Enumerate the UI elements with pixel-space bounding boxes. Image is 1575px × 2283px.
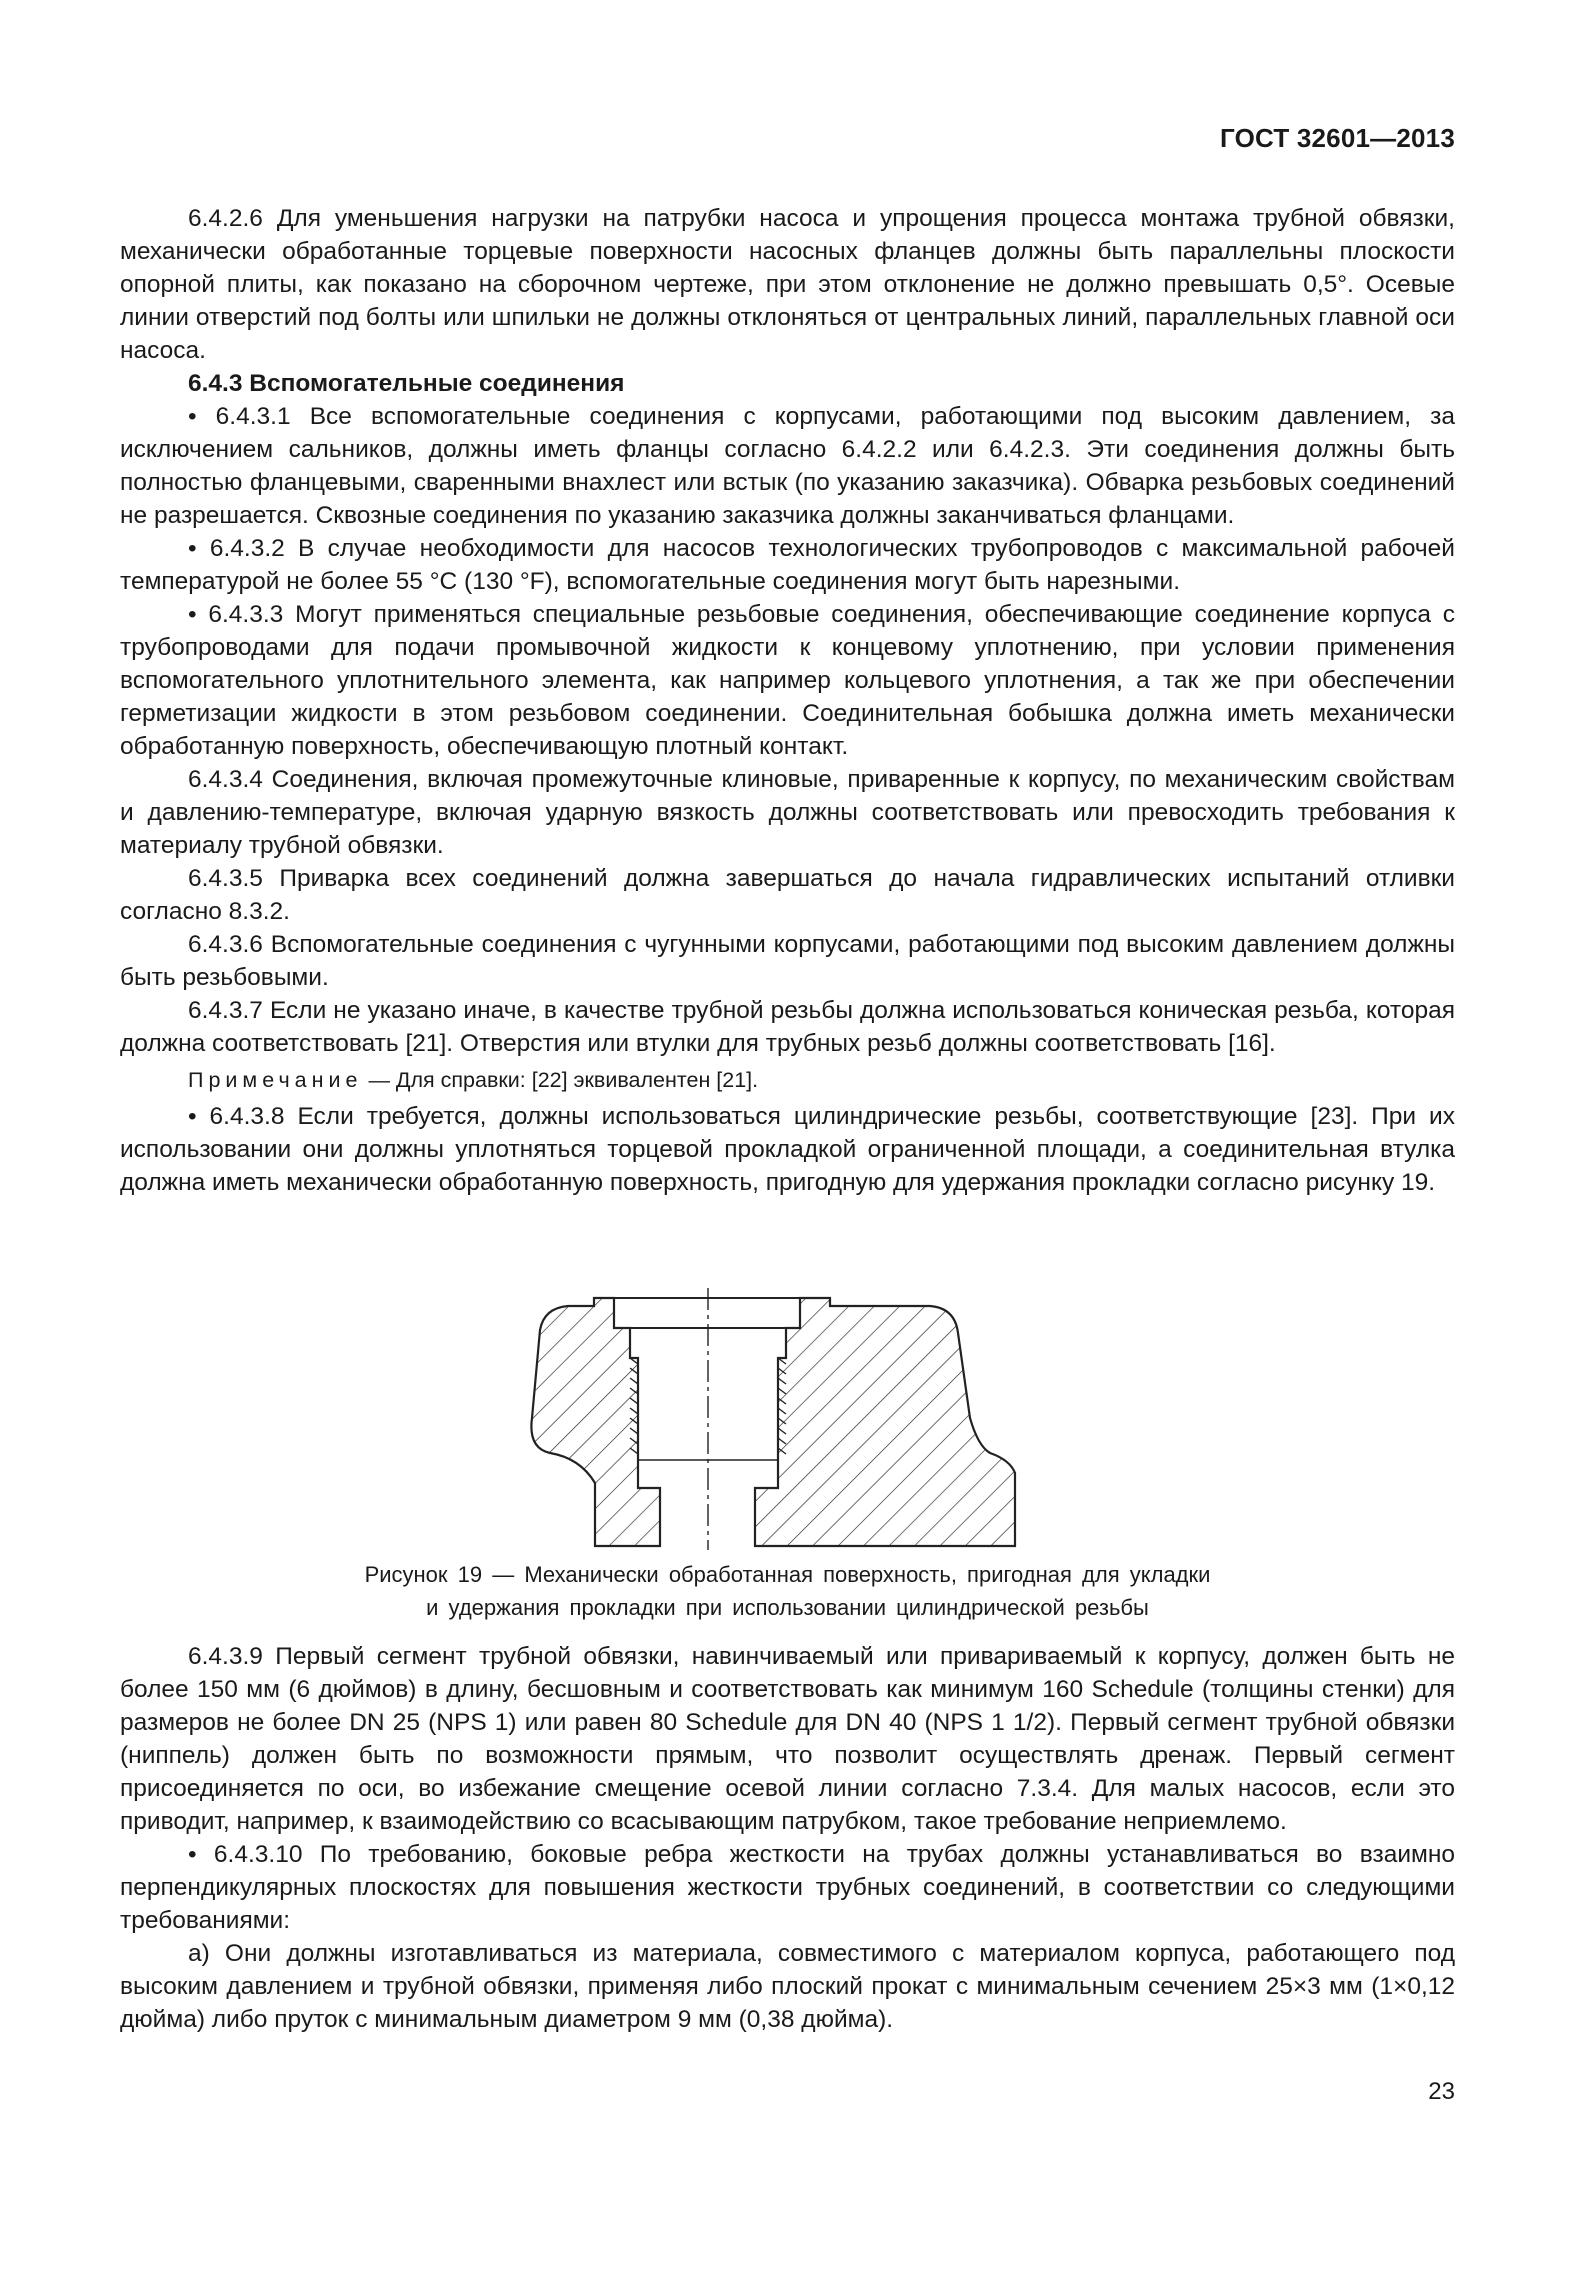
body-text-bottom [120, 1640, 1455, 2036]
paragraph-6-4-2-6: 6.4.2.6 Для уменьшения нагрузки на патрубки насоса и упрощения процесса монтажа трубной обвязки, механически обработанные торцевые поверхности насосных фланцев должны быть параллельны плоскости опорной плиты, как показано на сборочном чертеже, при этом отклонение не должно превышать 0,5°. Осевые линии отверстий под болты или шпильки не должны отклоняться от центральных линий, параллельных главной оси насоса. [120, 205, 1455, 364]
paragraph-6-4-3-8: • 6.4.3.8 Если требуется, должны использоваться цилиндрические резьбы, соответствующие [23]. При их использовании они должны уплотняться торцевой прокладкой ограниченной площади, а соединительная втулка должна иметь механически обработанную поверхность, пригодную для удержания прокладки согласно рисунку 19. [120, 1103, 1455, 1196]
page-number: 23 [1428, 2078, 1455, 2105]
document-header: ГОСТ 32601—2013 [1220, 123, 1455, 153]
paragraph-6-4-3-7: 6.4.3.7 Если не указано иначе, в качестве трубной резьбы должна использоваться коническая резьба, которая должна соответствовать [21]. Отверстия или втулки для трубных резьб должны соответствовать [16]. [120, 997, 1455, 1057]
paragraph-6-4-3-6: 6.4.3.6 Вспомогательные соединения с чугунными корпусами, работающими под высоким давлением должны быть резьбовыми. [120, 931, 1455, 991]
list-item-a: а) Они должны изготавливаться из материала, совместимого с материалом корпуса, работающего под высоким давлением и трубной обвязки, применяя либо плоский прокат с минимальным сечением 25×3 мм (1×0,12 дюйма) либо пруток с минимальным диаметром 9 мм (0,38 дюйма). [120, 1940, 1455, 2033]
figure-19-caption [120, 1558, 1455, 1624]
note-text: — Для справки: [22] эквивалентен [21]. [368, 1068, 759, 1092]
gasket-seat-surface [614, 1298, 800, 1328]
body-text-top [120, 202, 1455, 1199]
paragraph-6-4-3-4: 6.4.3.4 Соединения, включая промежуточные клиновые, приваренные к корпусу, по механическим свойствам и давлению-температуре, включая ударную вязкость должны соответствовать или превосходить требования к материалу трубной обвязки. [120, 766, 1455, 859]
caption-line-1: Рисунок 19 — Механически обработанная поверхность, пригодная для укладки [364, 1562, 1211, 1587]
paragraph-6-4-3-10: • 6.4.3.10 По требованию, боковые ребра жесткости на трубах должны устанавливаться во взаимно перпендикулярных плоскостях для повышения жесткости трубных соединений, в соответствии со следующими требованиями: [120, 1841, 1455, 1934]
paragraph-6-4-3-1: • 6.4.3.1 Все вспомогательные соединения с корпусами, работающими под высоким давлением, за исключением сальников, должны иметь фланцы согласно 6.4.2.2 или 6.4.2.3. Эти соединения должны быть полностью фланцевыми, сваренными внахлест или встык (по указанию заказчика). Обварка резьбовых соединений не разрешается. Сквозные соединения по указанию заказчика должны заканчиваться фланцами. [120, 403, 1455, 529]
left-body-section [531, 1298, 660, 1546]
paragraph-6-4-3-3: • 6.4.3.3 Могут применяться специальные резьбовые соединения, обеспечивающие соединение корпуса с трубопроводами для подачи промывочной жидкости к концевому уплотнению, при условии применения вспомогательного уплотнительного элемента, как например кольцевого уплотнения, а так же при обеспечении герметизации жидкости в этом резьбовом соединении. Соединительная бобышка должна иметь механически обработанную поверхность, обеспечивающую плотный контакт. [120, 601, 1455, 760]
right-body-section [755, 1298, 1015, 1546]
paragraph-6-4-3-2: • 6.4.3.2 В случае необходимости для насосов технологических трубопроводов с максимальной рабочей температурой не более 55 °С (130 °F), вспомогательные соединения могут быть нарезными. [120, 535, 1455, 595]
paragraph-6-4-3-5: 6.4.3.5 Приварка всех соединений должна завершаться до начала гидравлических испытаний отливки согласно 8.3.2. [120, 865, 1455, 925]
figure-19-drawing [510, 1288, 1030, 1553]
paragraph-6-4-3-9: 6.4.3.9 Первый сегмент трубной обвязки, навинчиваемый или привариваемый к корпусу, должен быть не более 150 мм (6 дюймов) в длину, бесшовным и соответствовать как минимум 160 Schedule (толщины стенки) для размеров не более DN 25 (NPS 1) или равен 80 Schedule для DN 40 (NPS 1 1/2). Первый сегмент трубной обвязки (ниппель) должен быть по возможности прямым, что позволит осуществлять дренаж. Первый сегмент присоединяется по оси, во избежание смещение осевой линии согласно 7.3.4. Для малых насосов, если это приводит, например, к взаимодействию со всасывающим патрубком, такое требование неприемлемо. [120, 1643, 1455, 1835]
note [120, 1060, 1455, 1100]
caption-line-2: и удержания прокладки при использовании цилиндрической резьбы [426, 1595, 1149, 1620]
note-label: Примечание [188, 1068, 363, 1092]
section-heading-6-4-3: 6.4.3 Вспомогательные соединения [188, 370, 625, 397]
